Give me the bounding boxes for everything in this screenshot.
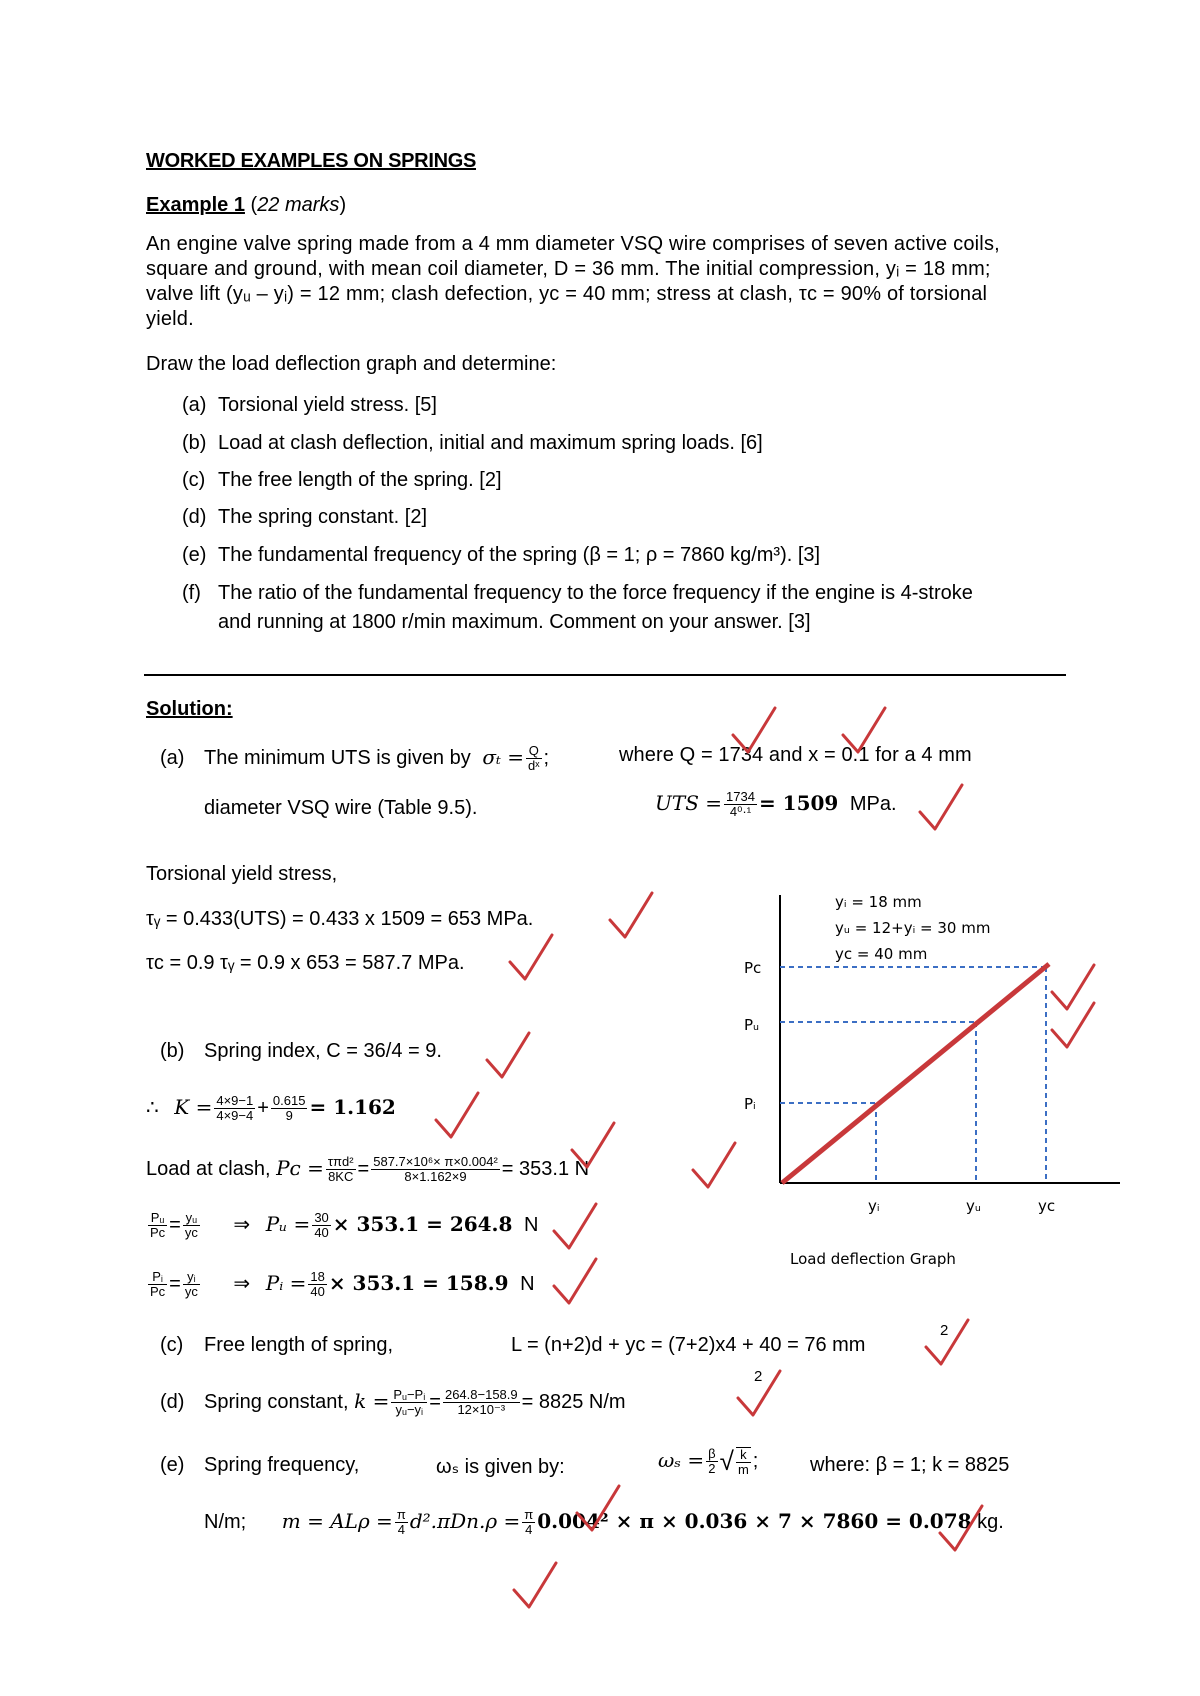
part-text: Torsional yield stress. [5] [218,394,437,416]
check-mark-icon [693,1143,735,1187]
pi-result: × 353.1 = 158.9 [328,1270,509,1295]
part-label: (f) [182,582,201,604]
uts-result: = 1509 [758,790,839,815]
part-text: The free length of the spring. [2] [218,469,502,491]
check-mark-icon [554,1204,596,1248]
sigma-lhs: σₜ = [482,744,525,769]
uts-lhs: UTS = [655,790,723,815]
sol-c-text: Free length of spring, [204,1334,393,1356]
pc-equals: = [357,1157,370,1180]
frac-den: 9 [285,1108,293,1123]
check-mark-icon [843,708,885,752]
frac-den: 12×10⁻³ [457,1402,506,1417]
frac-num: k [736,1448,751,1463]
frac-den: Pᴄ [150,1225,166,1240]
check-mark-icon [572,1123,614,1167]
pi-lhs: Pᵢ = [265,1270,307,1295]
frac-num: 1734 [726,789,755,804]
example-marks: 22 marks [257,194,340,216]
frac-num: 0.615 [272,1093,306,1108]
sol-b-label: (b) [160,1040,185,1062]
frac-den: yᴄ [184,1225,198,1240]
frac-num: Pᵤ [148,1211,167,1226]
problem-line: valve lift (yᵤ – yᵢ) = 12 mm; clash defection, yᴄ = 40 mm; stress at clash, τᴄ = 90% of torsional [146,283,988,305]
part-text: The ratio of the fundamental frequency to the force frequency if the engine is 4-stroke [218,582,973,604]
part-label: (d) [182,506,207,528]
pu-unit: N [524,1213,539,1236]
pc-text: Load at clash, [146,1157,271,1180]
omega-where: where: β = 1; k = 8825 [810,1454,1010,1476]
d-equals: = [429,1390,441,1413]
frac-den: 2 [708,1461,716,1476]
pu-result: × 353.1 = 264.8 [332,1211,513,1236]
c-mark: 2 [940,1322,949,1339]
frac-den: yᴄ [184,1284,198,1299]
mass-lhs: m = ALρ = [281,1508,393,1533]
problem-line: yield. [146,308,194,330]
part-text: The spring constant. [2] [218,506,428,528]
frac-num: 4×9−1 [216,1093,254,1108]
k-lhs: K = [174,1094,213,1119]
free-length-formula: L = (n+2)d + yᴄ = (7+2)x4 + 40 = 76 mm [511,1334,866,1356]
check-mark-icon [940,1506,982,1550]
frac-num: yᵢ [183,1270,200,1285]
label-pu: Pᵤ [744,1016,760,1034]
sol-a-text2: diameter VSQ wire (Table 9.5). [204,797,478,819]
pi-equation: $\frac{\text{Pᵢ}}{\text{Pᴄ}}$ = $\frac{\text{yᵢ}}{\text{yᴄ}}$ ⇒ Pᵢ = $\frac{18}{40}$ × 353.1 = 158.9 N [150,1269,535,1299]
frac-den: 40 [310,1284,325,1299]
implies-arrow: ⇒ [233,1272,251,1295]
mass-mid: d².πDn.ρ = [409,1508,521,1533]
example-label: Example 1 [146,194,245,216]
frac-num: 18 [310,1269,325,1284]
part-text: Load at clash deflection, initial and maximum spring loads. [6] [218,432,763,454]
document-title: WORKED EXAMPLES ON SPRINGS [146,150,477,172]
frac-den: 4×9−4 [216,1108,254,1123]
check-mark-icon [487,1033,529,1077]
part-label: (a) [182,394,207,416]
graph-caption: Load deflection Graph [790,1250,956,1268]
sol-a-where: where Q = 1734 and x = 0.1 for a 4 mm [619,744,972,766]
part-label: (e) [182,544,207,566]
pc-result: = 353.1 N [501,1157,590,1180]
frac-num: π [524,1507,534,1522]
sol-d-label: (d) [160,1390,185,1413]
frac-den: 8KC [328,1169,354,1184]
sol-c-label: (c) [160,1334,184,1356]
part-label: (b) [182,432,207,454]
frac-num: 30 [314,1210,329,1225]
omega-equation: ωₛ = $\frac{\beta}{2}$ √ $\frac{k}{m}$ ; [658,1446,759,1477]
sol-e-label: (e) [160,1454,185,1476]
part-label: (c) [182,469,206,491]
check-mark-icon [1052,965,1094,1009]
frac-den: dˣ [528,758,540,773]
label-yi: yᵢ [868,1197,880,1215]
pu-lhs: Pᵤ = [265,1211,311,1236]
label-yu: yᵤ [966,1197,981,1215]
frac-den: 4 [525,1522,533,1537]
frac-den: m [737,1461,749,1477]
check-mark-icon [577,1486,619,1530]
check-mark-icon [1052,1003,1094,1047]
uts-unit: MPa. [849,792,897,815]
pc-lhs: Pᴄ = [276,1155,324,1180]
frac-den: yᵤ−yᵢ [395,1402,424,1417]
part-text: and running at 1800 r/min maximum. Comment on your answer. [3] [218,611,811,633]
frac-den: 8×1.162×9 [404,1169,467,1184]
part-text: The fundamental frequency of the spring (β = 1; ρ = 7860 kg/m³). [3] [218,544,821,566]
sol-b-text: Spring index, C = 36/4 = 9. [204,1040,442,1062]
frac-num: Pᵤ−Pᵢ [393,1387,426,1402]
semicolon: ; [543,746,550,769]
problem-line: square and ground, with mean coil diameter, D = 36 mm. The initial compression, yᵢ = 18 mm; [146,258,991,280]
frac-num: 587.7×10⁶× π×0.004² [373,1154,498,1169]
sol-a-text: The minimum UTS is given by [204,746,471,769]
check-mark-icon [920,785,962,829]
d-result: = 8825 N/m [521,1390,626,1413]
marks-close: ) [339,194,347,216]
omega-lhs: ωₛ = [658,1447,705,1472]
d-mark: 2 [754,1368,763,1385]
frac-num: yᵤ [183,1211,200,1226]
frac-den: 40 [314,1225,329,1240]
legend-yc: yᴄ = 40 mm [835,945,928,963]
check-mark-icon [733,708,775,752]
pi-unit: N [520,1272,535,1295]
legend-yi: yᵢ = 18 mm [835,893,922,911]
check-mark-icon [510,935,552,979]
frac-num: π [396,1507,406,1522]
legend-yu: yᵤ = 12+yᵢ = 30 mm [835,919,991,937]
check-mark-icon [554,1259,596,1303]
implies-arrow: ⇒ [233,1213,251,1236]
frac-num: τπd² [327,1154,354,1169]
k-result: = 1.162 [309,1094,396,1119]
torsional-yield-line1: τᵧ = 0.433(UTS) = 0.433 x 1509 = 653 MPa. [146,908,534,930]
sol-d-text: Spring constant, [204,1390,349,1413]
label-pc: Pᴄ [744,959,762,977]
check-mark-icon [926,1320,968,1364]
label-yc: yᴄ [1038,1197,1056,1215]
label-pi: Pᵢ [744,1095,756,1113]
k-plus: + [257,1096,269,1119]
frac-num: Q [526,744,542,759]
sol-e-text: Spring frequency, [204,1454,360,1476]
frac-num: β [708,1446,716,1461]
torsional-yield-title: Torsional yield stress, [146,863,338,885]
e-unit: N/m; [204,1510,247,1533]
sol-a-label: (a) [160,746,185,769]
frac-den: 4 [397,1522,405,1537]
pu-equation: $\frac{\text{Pᵤ}}{\text{Pᴄ}}$ = $\frac{\text{yᵤ}}{\text{yᴄ}}$ ⇒ Pᵤ = $\frac{30}{40}$ × 353.1 = 264.8 N [150,1210,539,1240]
frac-den: 4⁰·¹ [729,804,752,819]
frac-den: Pᴄ [150,1284,166,1299]
solution-heading: Solution: [146,698,233,720]
semicolon: ; [752,1449,759,1472]
frac-num: 264.8−158.9 [444,1387,518,1402]
check-mark-icon [610,893,652,937]
k-lhs: k = [354,1388,390,1413]
mass-result: 0.004² × π × 0.036 × 7 × 7860 = 0.078 [537,1508,972,1533]
torsional-yield-line2: τᴄ = 0.9 τᵧ = 0.9 x 653 = 587.7 MPa. [146,952,465,974]
therefore-symbol: ∴ [146,1096,159,1119]
marks-open: ( [250,194,258,216]
frac-num: Pᵢ [148,1270,167,1285]
mass-unit: kg. [977,1510,1004,1533]
instruction-text: Draw the load deflection graph and determine: [146,353,557,375]
check-mark-icon [436,1093,478,1137]
check-mark-icon [738,1371,780,1415]
problem-line: An engine valve spring made from a 4 mm diameter VSQ wire comprises of seven active coils, [146,233,1000,255]
omega-text: ωₛ is given by: [436,1456,565,1478]
check-mark-icon [514,1563,556,1607]
